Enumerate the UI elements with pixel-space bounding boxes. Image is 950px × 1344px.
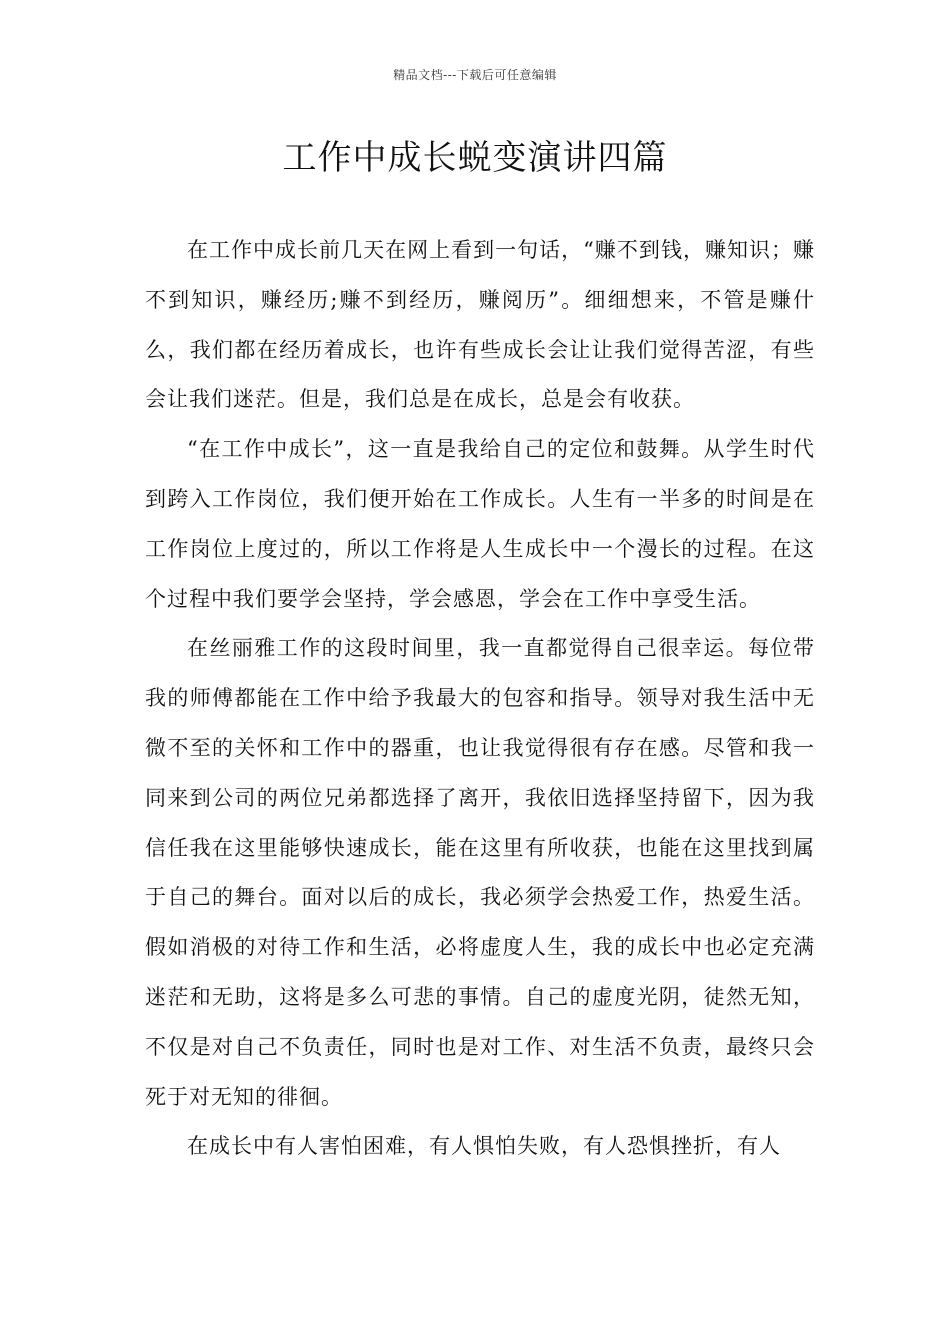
paragraph: 在成长中有人害怕困难，有人惧怕失败，有人恐惧挫折，有人 (187, 1134, 781, 1159)
header-note: 精品文档---下载后可任意编辑 (393, 68, 557, 82)
paragraph: 在工作中成长前几天在网上看到一句话，“赚不到钱，赚知识；赚不到知识，赚经历;赚不到经历，赚阅历”。细细想来，不管是赚什么，我们都在经历着成长，也许有些成长会让让我们觉得苦涩，有些会让我们迷茫。但是，我们总是在成长，总是会有收获。 (145, 238, 815, 412)
document-title: 工作中成长蜕变演讲四篇 (282, 138, 668, 178)
document-body (145, 226, 815, 1172)
paragraph: 在丝丽雅工作的这段时间里，我一直都觉得自己很幸运。每位带我的师傅都能在工作中给予我最大的包容和指导。领导对我生活中无微不至的关怀和工作中的器重，也让我觉得很有存在感。尽管和我一同来到公司的两位兄弟都选择了离开，我依旧选择坚持留下，因为我信任我在这里能够快速成长，能在这里有所收获，也能在这里找到属于自己的舞台。面对以后的成长，我必须学会热爱工作，热爱生活。假如消极的对待工作和生活，必将虚度人生，我的成长中也必定充满迷茫和无助，这将是多么可悲的事情。自己的虚度光阴，徒然无知，不仅是对自己不负责任，同时也是对工作、对生活不负责，最终只会死于对无知的徘徊。 (145, 636, 815, 1109)
paragraph: “在工作中成长”，这一直是我给自己的定位和鼓舞。从学生时代到跨入工作岗位，我们便开始在工作成长。人生有一半多的时间是在工作岗位上度过的，所以工作将是人生成长中一个漫长的过程。在这个过程中我们要学会坚持，学会感恩，学会在工作中享受生活。 (145, 437, 815, 611)
